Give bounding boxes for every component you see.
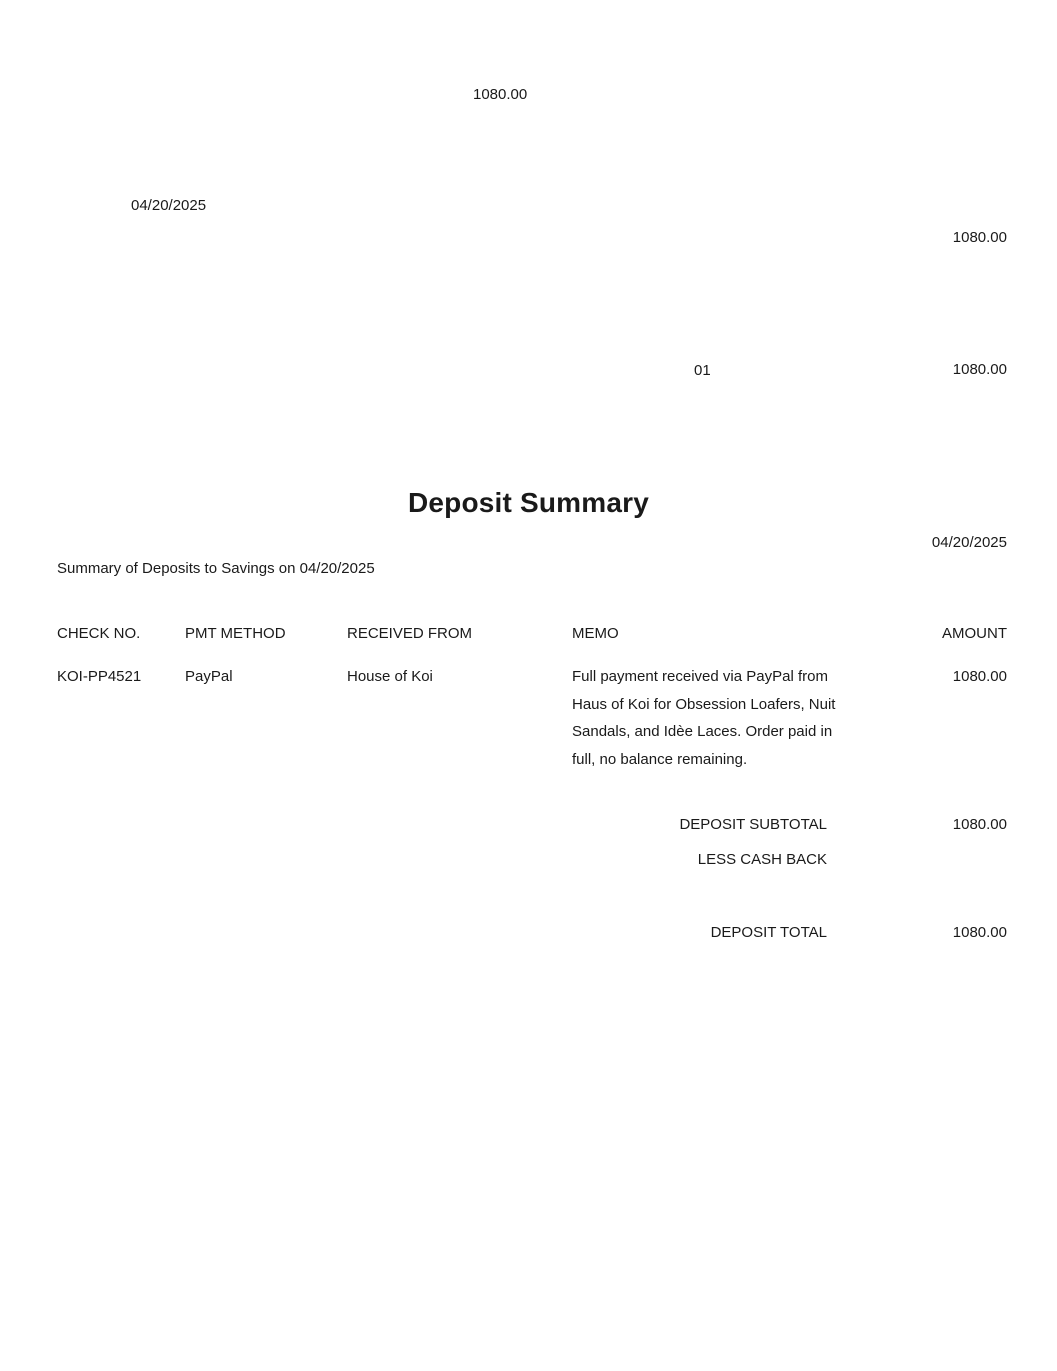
report-date: 04/20/2025 <box>931 534 1007 551</box>
memo-line: full, no balance remaining. <box>572 750 748 768</box>
report-subtitle: Summary of Deposits to Savings on 04/20/2025 <box>57 560 375 577</box>
less-cash-back-label: LESS CASH BACK <box>697 851 827 868</box>
cell-amount: 1080.00 <box>952 668 1007 685</box>
deposit-total-amount: 1080.00 <box>952 924 1007 941</box>
slip-item-count: 01 <box>694 362 711 379</box>
slip-amount-right: 1080.00 <box>952 229 1007 246</box>
column-header-pmt-method: PMT METHOD <box>185 625 286 642</box>
memo-line: Full payment received via PayPal from <box>572 668 828 685</box>
page-title: Deposit Summary <box>407 487 650 518</box>
cell-received-from: House of Koi <box>347 668 433 685</box>
slip-date: 04/20/2025 <box>131 197 207 214</box>
slip-items-amount: 1080.00 <box>952 361 1007 378</box>
column-header-amount: AMOUNT <box>942 625 1007 642</box>
cell-memo <box>572 663 862 773</box>
column-header-memo: MEMO <box>572 625 619 642</box>
memo-line: Sandals, and Idèe Laces. Order paid in <box>572 723 833 740</box>
slip-amount-top: 1080.00 <box>473 86 528 103</box>
deposit-subtotal-label: DEPOSIT SUBTOTAL <box>679 816 827 833</box>
deposit-subtotal-amount: 1080.00 <box>952 816 1007 833</box>
deposit-total-label: DEPOSIT TOTAL <box>710 924 827 941</box>
cell-pmt-method: PayPal <box>185 668 233 685</box>
column-header-received-from: RECEIVED FROM <box>347 625 473 642</box>
column-header-check-no: CHECK NO. <box>57 625 141 642</box>
memo-line: Haus of Koi for Obsession Loafers, Nuit <box>572 695 836 713</box>
cell-check-no: KOI-PP4521 <box>57 668 142 685</box>
